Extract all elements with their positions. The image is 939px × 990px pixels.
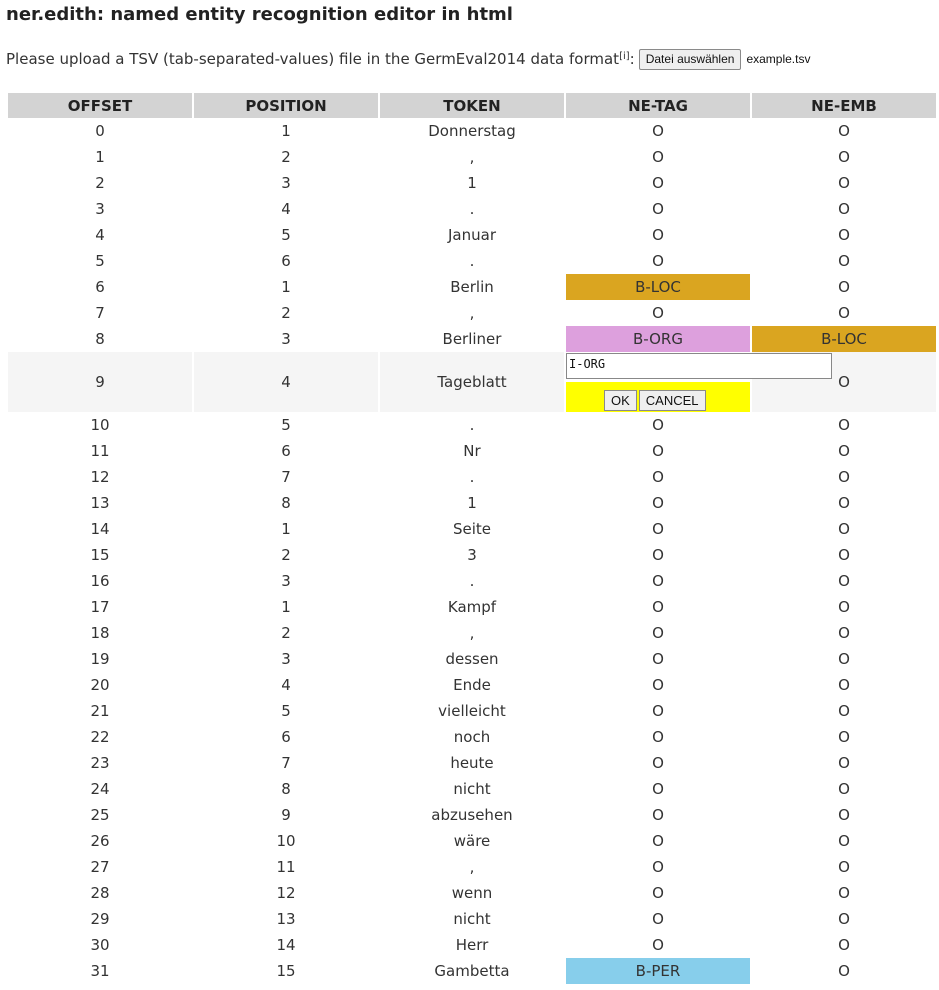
- token-cell: abzusehen: [431, 806, 513, 824]
- table-row: [8, 698, 936, 724]
- table-row: [8, 274, 936, 300]
- offset-cell: 0: [95, 122, 105, 140]
- position-cell: 13: [276, 910, 296, 928]
- token-cell: .: [469, 468, 475, 486]
- header-offset[interactable]: OFFSET: [8, 93, 192, 118]
- offset-cell: 3: [95, 200, 105, 218]
- offset-cell: 19: [90, 650, 110, 668]
- ne-tag-cell[interactable]: O: [652, 174, 664, 192]
- position-cell: 15: [276, 962, 296, 980]
- position-cell: 2: [281, 304, 291, 322]
- token-cell: 1: [467, 174, 477, 192]
- page-title: ner.edith: named entity recognition editor in html: [6, 4, 513, 25]
- table-body: [8, 118, 936, 984]
- offset-cell: 12: [90, 468, 110, 486]
- ne-emb-cell[interactable]: O: [838, 858, 850, 876]
- ne-emb-cell[interactable]: O: [838, 468, 850, 486]
- position-cell: 7: [281, 754, 291, 772]
- ne-tag-cell[interactable]: O: [652, 494, 664, 512]
- token-cell: .: [469, 416, 475, 434]
- upload-line: [6, 47, 810, 71]
- ne-emb-cell[interactable]: O: [838, 442, 850, 460]
- token-cell: Seite: [452, 520, 492, 538]
- token-cell: Gambetta: [434, 962, 510, 980]
- offset-cell: 8: [95, 330, 105, 348]
- ne-tag-cell[interactable]: O: [652, 520, 664, 538]
- ne-tag-cell[interactable]: O: [652, 884, 664, 902]
- header-ne-emb[interactable]: NE-EMB: [752, 93, 936, 118]
- token-cell: dessen: [445, 650, 499, 668]
- token-cell: nicht: [453, 910, 491, 928]
- table-row: [8, 620, 936, 646]
- ne-emb-cell[interactable]: O: [838, 304, 850, 322]
- offset-cell: 21: [90, 702, 110, 720]
- ne-tag-cell[interactable]: O: [652, 676, 664, 694]
- tag-input[interactable]: [566, 353, 832, 379]
- table-row: [8, 568, 936, 594]
- table-row: [8, 300, 936, 326]
- ne-emb-cell[interactable]: O: [838, 278, 850, 296]
- position-cell: 12: [276, 884, 296, 902]
- table-row: [8, 144, 936, 170]
- offset-cell: 6: [95, 278, 105, 296]
- ne-emb-cell[interactable]: O: [838, 962, 850, 980]
- ne-emb-cell[interactable]: O: [838, 148, 850, 166]
- tag-editor-buttons: [604, 390, 708, 411]
- header-position[interactable]: POSITION: [194, 93, 378, 118]
- table-row: [8, 906, 936, 932]
- token-cell: ,: [469, 624, 475, 642]
- position-cell: 14: [276, 936, 296, 954]
- table-row: [8, 412, 936, 438]
- position-cell: 1: [281, 278, 291, 296]
- upload-prompt: Please upload a TSV (tab-separated-values) file in the GermEval2014 data format: [6, 50, 620, 68]
- ne-tag-cell[interactable]: O: [652, 122, 664, 140]
- ne-emb-cell[interactable]: O: [838, 226, 850, 244]
- table-row: [8, 672, 936, 698]
- token-cell: Kampf: [447, 598, 497, 616]
- header-ne-tag[interactable]: NE-TAG: [566, 93, 750, 118]
- ne-tag-cell[interactable]: O: [652, 780, 664, 798]
- position-cell: 1: [281, 520, 291, 538]
- table-row: [8, 828, 936, 854]
- offset-cell: 9: [8, 352, 192, 412]
- position-cell: 2: [281, 546, 291, 564]
- token-cell: Tageblatt: [380, 352, 564, 412]
- ne-tag-cell[interactable]: B-PER: [566, 958, 750, 984]
- ne-tag-cell[interactable]: O: [652, 806, 664, 824]
- position-cell: 8: [281, 494, 291, 512]
- table-row: [8, 958, 936, 984]
- position-cell: 5: [281, 226, 291, 244]
- position-cell: 4: [281, 676, 291, 694]
- offset-cell: 29: [90, 910, 110, 928]
- table-row: [8, 326, 936, 352]
- ne-emb-cell[interactable]: O: [838, 754, 850, 772]
- position-cell: 6: [281, 252, 291, 270]
- offset-cell: 11: [90, 442, 110, 460]
- position-cell: 9: [281, 806, 291, 824]
- position-cell: 10: [276, 832, 296, 850]
- ne-tag-cell[interactable]: O: [652, 754, 664, 772]
- ne-emb-cell[interactable]: O: [838, 494, 850, 512]
- position-cell: 5: [281, 702, 291, 720]
- offset-cell: 16: [90, 572, 110, 590]
- ne-tag-cell[interactable]: O: [652, 442, 664, 460]
- table-row: [8, 516, 936, 542]
- offset-cell: 20: [90, 676, 110, 694]
- offset-cell: 26: [90, 832, 110, 850]
- ne-emb-cell[interactable]: O: [838, 832, 850, 850]
- position-cell: 6: [281, 442, 291, 460]
- offset-cell: 7: [95, 304, 105, 322]
- token-cell: .: [469, 572, 475, 590]
- token-cell: Januar: [448, 226, 496, 244]
- offset-cell: 18: [90, 624, 110, 642]
- cancel-button[interactable]: CANCEL: [639, 390, 706, 411]
- ne-emb-cell[interactable]: O: [838, 884, 850, 902]
- choose-file-button[interactable]: Datei auswählen: [639, 49, 742, 70]
- offset-cell: 4: [95, 226, 105, 244]
- token-cell: Berlin: [450, 278, 494, 296]
- offset-cell: 27: [90, 858, 110, 876]
- table-row: [8, 464, 936, 490]
- offset-cell: 28: [90, 884, 110, 902]
- token-cell: Berliner: [442, 330, 502, 348]
- offset-cell: 23: [90, 754, 110, 772]
- position-cell: 8: [281, 780, 291, 798]
- ne-tag-cell[interactable]: O: [652, 226, 664, 244]
- tag-editor: [566, 352, 750, 412]
- table-row: [8, 542, 936, 568]
- ne-tag-cell[interactable]: O: [652, 702, 664, 720]
- offset-cell: 2: [95, 174, 105, 192]
- offset-cell: 15: [90, 546, 110, 564]
- upload-colon: :: [629, 50, 635, 68]
- table-row: [8, 646, 936, 672]
- offset-cell: 30: [90, 936, 110, 954]
- ne-tag-cell[interactable]: O: [652, 624, 664, 642]
- table-row: [8, 490, 936, 516]
- offset-cell: 25: [90, 806, 110, 824]
- token-cell: vielleicht: [438, 702, 506, 720]
- offset-cell: 1: [95, 148, 105, 166]
- table-row: [8, 594, 936, 620]
- ne-tag-cell[interactable]: O: [652, 572, 664, 590]
- position-cell: 3: [281, 572, 291, 590]
- offset-cell: 10: [90, 416, 110, 434]
- ne-tag-cell[interactable]: O: [652, 148, 664, 166]
- position-cell: 6: [281, 728, 291, 746]
- selected-file-name: example.tsv: [746, 52, 811, 66]
- token-cell: ,: [469, 148, 475, 166]
- table-row: [8, 776, 936, 802]
- token-cell: Nr: [463, 442, 481, 460]
- token-cell: 3: [467, 546, 477, 564]
- ne-tag-cell[interactable]: O: [652, 728, 664, 746]
- ok-button[interactable]: OK: [604, 390, 637, 411]
- token-cell: ,: [469, 304, 475, 322]
- ne-emb-cell[interactable]: O: [838, 122, 850, 140]
- token-cell: .: [469, 252, 475, 270]
- table-row: [8, 438, 936, 464]
- token-cell: Herr: [455, 936, 489, 954]
- ne-emb-cell[interactable]: O: [838, 806, 850, 824]
- token-cell: nicht: [453, 780, 491, 798]
- ne-emb-cell[interactable]: O: [838, 702, 850, 720]
- header-token[interactable]: TOKEN: [380, 93, 564, 118]
- table-row: [8, 118, 936, 144]
- offset-cell: 17: [90, 598, 110, 616]
- position-cell: 11: [276, 858, 296, 876]
- ne-tag-cell[interactable]: O: [652, 832, 664, 850]
- ne-emb-cell[interactable]: O: [838, 416, 850, 434]
- position-cell: 1: [281, 598, 291, 616]
- offset-cell: 5: [95, 252, 105, 270]
- ner-table: [6, 93, 938, 984]
- ne-emb-cell[interactable]: B-LOC: [752, 326, 936, 352]
- offset-cell: 14: [90, 520, 110, 538]
- ne-tag-cell[interactable]: O: [652, 252, 664, 270]
- token-cell: noch: [453, 728, 491, 746]
- ne-emb-cell[interactable]: O: [838, 624, 850, 642]
- ne-tag-edit-cell: [566, 352, 750, 412]
- position-cell: 4: [281, 200, 291, 218]
- ne-emb-cell[interactable]: O: [838, 572, 850, 590]
- table-row: [8, 802, 936, 828]
- position-cell: 2: [281, 148, 291, 166]
- ne-tag-cell[interactable]: O: [652, 304, 664, 322]
- ne-tag-cell[interactable]: O: [652, 910, 664, 928]
- token-cell: Ende: [453, 676, 491, 694]
- token-cell: .: [469, 200, 475, 218]
- position-cell: 4: [194, 352, 378, 412]
- table-row: [8, 248, 936, 274]
- token-cell: wäre: [453, 832, 491, 850]
- ne-tag-cell[interactable]: B-ORG: [566, 326, 750, 352]
- position-cell: 2: [281, 624, 291, 642]
- token-cell: ,: [469, 858, 475, 876]
- ne-emb-cell[interactable]: O: [838, 546, 850, 564]
- token-cell: Donnerstag: [428, 122, 516, 140]
- ne-tag-cell[interactable]: O: [652, 468, 664, 486]
- position-cell: 1: [281, 122, 291, 140]
- token-cell: wenn: [451, 884, 493, 902]
- table-row: [8, 724, 936, 750]
- ne-emb-cell[interactable]: O: [838, 650, 850, 668]
- position-cell: 3: [281, 174, 291, 192]
- ne-tag-cell[interactable]: B-LOC: [566, 274, 750, 300]
- ne-emb-cell[interactable]: O: [838, 200, 850, 218]
- offset-cell: 13: [90, 494, 110, 512]
- table-row: [8, 170, 936, 196]
- table-row: [8, 854, 936, 880]
- ne-emb-cell[interactable]: O: [838, 520, 850, 538]
- ne-emb-cell[interactable]: O: [838, 598, 850, 616]
- token-cell: 1: [467, 494, 477, 512]
- offset-cell: 24: [90, 780, 110, 798]
- ne-tag-cell[interactable]: O: [652, 200, 664, 218]
- position-cell: 5: [281, 416, 291, 434]
- position-cell: 7: [281, 468, 291, 486]
- footnote-sup: [619, 51, 630, 62]
- ne-emb-cell[interactable]: O: [752, 352, 936, 412]
- ne-emb-cell[interactable]: O: [838, 780, 850, 798]
- position-cell: 3: [281, 650, 291, 668]
- table-row: [8, 750, 936, 776]
- ne-emb-cell[interactable]: O: [838, 728, 850, 746]
- table-row: [8, 880, 936, 906]
- ne-emb-cell[interactable]: O: [838, 910, 850, 928]
- footnote-link[interactable]: [i]: [619, 50, 630, 62]
- ne-tag-cell[interactable]: O: [652, 598, 664, 616]
- header-row: [8, 93, 936, 118]
- table-row: [8, 932, 936, 958]
- offset-cell: 31: [90, 962, 110, 980]
- ne-tag-cell[interactable]: O: [652, 936, 664, 954]
- ne-emb-cell[interactable]: O: [838, 174, 850, 192]
- token-cell: heute: [450, 754, 494, 772]
- ne-tag-cell[interactable]: O: [652, 650, 664, 668]
- ne-emb-cell[interactable]: O: [838, 676, 850, 694]
- table-row: [8, 222, 936, 248]
- ne-tag-cell[interactable]: O: [652, 858, 664, 876]
- ne-tag-cell[interactable]: O: [652, 416, 664, 434]
- position-cell: 3: [281, 330, 291, 348]
- table-row: [8, 352, 936, 412]
- ne-tag-cell[interactable]: O: [652, 546, 664, 564]
- offset-cell: 22: [90, 728, 110, 746]
- ne-emb-cell[interactable]: O: [838, 936, 850, 954]
- table-row: [8, 196, 936, 222]
- ne-emb-cell[interactable]: O: [838, 252, 850, 270]
